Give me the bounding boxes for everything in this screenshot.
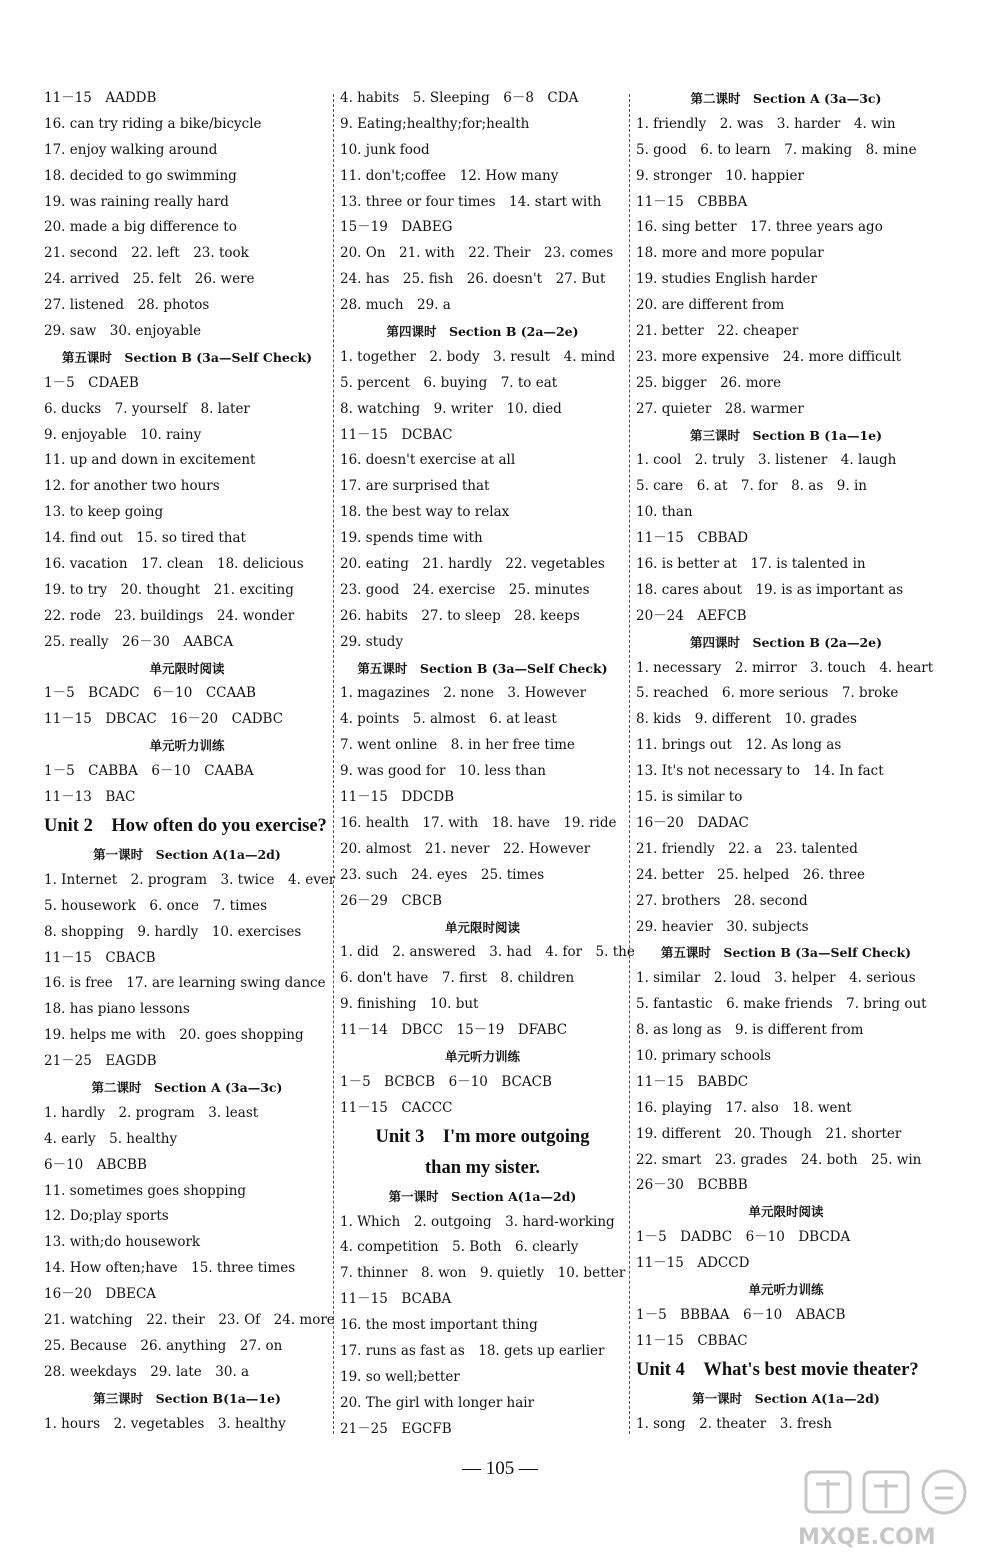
answer-line: 16－20 DBECA [44, 1286, 157, 1303]
answer-line: 16. sing better 17. three years ago [636, 219, 883, 236]
page-number: — 105 — [462, 1458, 538, 1479]
answer-line: 16. health 17. with 18. have 19. ride [340, 814, 617, 831]
section-heading: 第三课时 Section B(1a—1e) [93, 1390, 281, 1406]
answer-line: 25. really 26－30 AABCA [44, 633, 234, 650]
answer-line: 19. to try 20. thought 21. exciting [44, 581, 294, 598]
answer-line: 4. habits 5. Sleeping 6－8 CDA [340, 90, 579, 106]
answer-line: 1－5 BBBAA 6－10 ABACB [636, 1306, 846, 1323]
section-heading: 第一课时 Section A(1a—2d) [388, 1188, 577, 1204]
answer-line: 21. watching 22. their 23. Of 24. more [44, 1311, 335, 1328]
answer-line: 1－5 CABBA 6－10 CAABA [44, 763, 254, 780]
answer-column-2 [340, 86, 635, 1443]
answer-line: 10. junk food [340, 141, 430, 158]
answer-line: 6. ducks 7. yourself 8. later [44, 400, 250, 417]
answer-line: 1. hours 2. vegetables 3. healthy [44, 1415, 286, 1432]
answer-line: 11－13 BAC [44, 789, 136, 806]
answer-line: 5. reached 6. more serious 7. broke [636, 685, 899, 702]
answer-line: 10. primary schools [636, 1047, 772, 1064]
answer-line: 11. up and down in excitement [44, 452, 256, 469]
answer-line: 9. stronger 10. happier [636, 167, 804, 184]
answer-line: 11. sometimes goes shopping [44, 1182, 247, 1199]
answer-line: 1－5 BCBCB 6－10 BCACB [340, 1073, 552, 1090]
answer-line: 28. much 29. a [340, 297, 451, 314]
answer-line: 24. better 25. helped 26. three [636, 866, 866, 883]
answer-line: 22. rode 23. buildings 24. wonder [44, 607, 295, 624]
section-heading: 第五课时 Section B (3a—Self Check) [357, 660, 608, 676]
answer-line: 20. made a big difference to [44, 219, 237, 236]
answer-line: 9. Eating;healthy;for;health [340, 115, 530, 132]
section-heading: 第三课时 Section B (1a—1e) [689, 427, 883, 443]
section-heading: 第五课时 Section B (3a—Self Check) [660, 945, 912, 961]
answer-column-1 [44, 86, 336, 1437]
answer-line: 5. fantastic 6. make friends 7. bring out [636, 996, 927, 1013]
answer-line: 1. together 2. body 3. result 4. mind [340, 348, 616, 365]
answer-line: 18. cares about 19. is as important as [636, 581, 904, 598]
answer-line: 21－25 EAGDB [44, 1053, 157, 1070]
answer-line: 17. enjoy walking around [44, 141, 218, 158]
answer-line: 19. so well;better [340, 1368, 460, 1385]
answer-line: 21－25 EGCFB [340, 1420, 452, 1437]
answer-line: 29. study [340, 633, 404, 650]
answer-line: 21. better 22. cheaper [636, 323, 799, 340]
watermark-logo [792, 1466, 982, 1550]
section-heading: 单元听力训练 [748, 1281, 824, 1297]
answer-line: 1. magazines 2. none 3. However [340, 685, 587, 702]
answer-line: 19. helps me with 20. goes shopping [44, 1027, 304, 1044]
answer-line: 5. percent 6. buying 7. to eat [340, 374, 558, 391]
answer-line: 19. different 20. Though 21. shorter [636, 1125, 902, 1142]
answer-line: 18. has piano lessons [44, 1001, 190, 1018]
answer-line: 8. watching 9. writer 10. died [340, 400, 562, 417]
svg-text:MXQE.COM: MXQE.COM [798, 1525, 936, 1550]
answer-line: 14. How often;have 15. three times [44, 1260, 296, 1277]
section-heading: 第五课时 Section B (3a—Self Check) [61, 349, 313, 365]
answer-line: 8. shopping 9. hardly 10. exercises [44, 923, 302, 940]
answer-line: 20. The girl with longer hair [340, 1394, 535, 1411]
section-heading: 单元听力训练 [444, 1048, 520, 1064]
answer-line: 16. is better at 17. is talented in [636, 556, 866, 573]
answer-line: 16. the most important thing [340, 1317, 538, 1334]
unit-title: Unit 3 I'm more outgoing [375, 1126, 590, 1147]
answer-line: 11－15 DBCAC 16－20 CADBC [44, 711, 284, 728]
answer-line: 6－10 ABCBB [44, 1156, 147, 1173]
section-heading: 单元限时阅读 [444, 919, 520, 935]
answer-line: 1. did 2. answered 3. had 4. for 5. the [340, 944, 635, 961]
answer-line: 1. hardly 2. program 3. least [44, 1104, 259, 1121]
answer-line: 22. smart 23. grades 24. both 25. win [636, 1151, 922, 1168]
answer-line: 1. cool 2. truly 3. listener 4. laugh [636, 452, 897, 469]
answer-line: 14. find out 15. so tired that [44, 530, 246, 547]
answer-line: 1. necessary 2. mirror 3. touch 4. heart [636, 659, 934, 676]
answer-column-3 [636, 86, 936, 1437]
answer-line: 1－5 CDAEB [44, 374, 139, 391]
answer-line: 1. similar 2. loud 3. helper 4. serious [636, 970, 916, 987]
answer-line: 24. arrived 25. felt 26. were [44, 271, 255, 288]
answer-line: 23. such 24. eyes 25. times [340, 866, 545, 883]
section-heading: 第一课时 Section A(1a—2d) [692, 1390, 880, 1406]
answer-line: 20. almost 21. never 22. However [340, 840, 591, 857]
answer-line: 7. thinner 8. won 9. quietly 10. better [340, 1265, 626, 1282]
answer-line: 11－15 AADDB [44, 90, 157, 106]
answer-line: 18. decided to go swimming [44, 167, 237, 184]
answer-line: 27. brothers 28. second [636, 892, 808, 909]
answer-line: 1. song 2. theater 3. fresh [636, 1415, 832, 1432]
answer-line: 19. was raining really hard [44, 193, 229, 210]
answer-line: 13. It's not necessary to 14. In fact [636, 763, 884, 780]
answer-line: 12. for another two hours [44, 478, 220, 495]
unit-title: Unit 4 What's best movie theater? [636, 1359, 919, 1380]
answer-line: 9. enjoyable 10. rainy [44, 426, 202, 443]
answer-line: 9. was good for 10. less than [340, 763, 546, 780]
answer-line: 16. doesn't exercise at all [340, 452, 516, 469]
answer-line: 15－19 DABEG [340, 219, 453, 236]
column-divider [629, 94, 630, 1434]
answer-line: 11. brings out 12. As long as [636, 737, 842, 754]
answer-line: 26－30 BCBBB [636, 1177, 748, 1194]
answer-line: 24. has 25. fish 26. doesn't 27. But [340, 271, 606, 288]
unit-title: Unit 2 How often do you exercise? [44, 815, 327, 836]
answer-line: 25. Because 26. anything 27. on [44, 1337, 283, 1354]
answer-line: 26－29 CBCB [340, 892, 443, 909]
answer-line: 10. than [636, 504, 693, 521]
answer-line: 19. spends time with [340, 530, 483, 547]
answer-line: 8. kids 9. different 10. grades [636, 711, 857, 728]
answer-line: 4. competition 5. Both 6. clearly [340, 1239, 579, 1256]
answer-line: 1－5 DADBC 6－10 DBCDA [636, 1229, 851, 1246]
answer-line: 13. to keep going [44, 504, 164, 521]
answer-line: 21. second 22. left 23. took [44, 245, 249, 262]
answer-line: 16. vacation 17. clean 18. delicious [44, 556, 304, 573]
section-heading: 第四课时 Section B (2a—2e) [689, 634, 883, 650]
answer-line: 11－15 CBBAC [636, 1332, 748, 1349]
answer-line: 27. listened 28. photos [44, 297, 210, 314]
answer-line: 11－15 CBACB [44, 949, 156, 966]
answer-line: 5. housework 6. once 7. times [44, 897, 268, 914]
answer-line: 29. saw 30. enjoyable [44, 323, 202, 340]
answer-line: 20. eating 21. hardly 22. vegetables [340, 556, 605, 573]
answer-line: 18. more and more popular [636, 245, 824, 262]
answer-line: 13. three or four times 14. start with [340, 193, 602, 210]
answer-line: 23. good 24. exercise 25. minutes [340, 581, 590, 598]
answer-line: 25. bigger 26. more [636, 374, 782, 391]
answer-line: 18. the best way to relax [340, 504, 510, 521]
answer-line: 5. care 6. at 7. for 8. as 9. in [636, 478, 867, 495]
answer-line: 17. runs as fast as 18. gets up earlier [340, 1342, 605, 1359]
answer-line: 21. friendly 22. a 23. talented [636, 840, 858, 857]
answer-line: 16. can try riding a bike/bicycle [44, 115, 262, 132]
section-heading: 第四课时 Section B (2a—2e) [386, 324, 579, 340]
answer-line: 4. early 5. healthy [44, 1130, 178, 1147]
answer-line: 29. heavier 30. subjects [636, 918, 809, 935]
answer-line: 1－5 BCADC 6－10 CCAAB [44, 685, 256, 702]
answer-line: 20－24 AEFCB [636, 607, 747, 624]
section-heading: 单元限时阅读 [748, 1204, 824, 1220]
answer-line: 11－15 ADCCD [636, 1255, 750, 1272]
answer-line: 28. weekdays 29. late 30. a [44, 1363, 250, 1380]
section-heading: 单元听力训练 [149, 738, 225, 754]
answer-line: 11－15 DCBAC [340, 426, 453, 443]
answer-line: 1. Internet 2. program 3. twice 4. ever [44, 871, 336, 888]
answer-line: 11－15 CACCC [340, 1099, 453, 1116]
answer-line: 11－15 CBBBA [636, 193, 748, 210]
answer-line: 23. more expensive 24. more difficult [636, 348, 902, 365]
section-heading: 第二课时 Section A (3a—3c) [690, 91, 882, 106]
answer-line: 20. are different from [636, 297, 785, 314]
answer-line: 11－15 DDCDB [340, 789, 455, 806]
answer-line: 26. habits 27. to sleep 28. keeps [340, 607, 580, 624]
answer-line: 9. finishing 10. but [340, 996, 479, 1013]
answer-line: 1. friendly 2. was 3. harder 4. win [636, 115, 896, 132]
answer-line: 11－15 BCABA [340, 1291, 452, 1308]
answer-line: 11－15 BABDC [636, 1073, 749, 1090]
answer-line: 16－20 DADAC [636, 814, 749, 831]
column-divider [333, 94, 334, 1434]
section-heading: 第一课时 Section A(1a—2d) [93, 846, 281, 862]
section-heading: 第二课时 Section A (3a—3c) [91, 1079, 283, 1095]
answer-line: 12. Do;play sports [44, 1208, 169, 1225]
answer-line: 6. don't have 7. first 8. children [340, 970, 575, 987]
answer-line: 16. is free 17. are learning swing dance [44, 975, 326, 992]
answer-line: 16. playing 17. also 18. went [636, 1099, 852, 1116]
answer-line: 15. is similar to [636, 789, 743, 806]
section-heading: 单元限时阅读 [149, 660, 225, 676]
answer-line: 7. went online 8. in her free time [340, 737, 575, 754]
answer-line: 1. Which 2. outgoing 3. hard-working [340, 1213, 615, 1230]
answer-line: 8. as long as 9. is different from [636, 1022, 864, 1039]
answer-line: 13. with;do housework [44, 1234, 201, 1251]
answer-line: 11. don't;coffee 12. How many [340, 167, 559, 184]
answer-line: 4. points 5. almost 6. at least [340, 711, 557, 728]
answer-line: 19. studies English harder [636, 271, 817, 288]
answer-line: 11－14 DBCC 15－19 DFABC [340, 1022, 568, 1039]
answer-line: 17. are surprised that [340, 478, 490, 495]
unit-title: than my sister. [425, 1157, 540, 1178]
answer-line: 5. good 6. to learn 7. making 8. mine [636, 141, 917, 158]
answer-line: 11－15 CBBAD [636, 530, 749, 547]
answer-line: 27. quieter 28. warmer [636, 400, 804, 417]
answer-line: 20. On 21. with 22. Their 23. comes [340, 245, 614, 262]
